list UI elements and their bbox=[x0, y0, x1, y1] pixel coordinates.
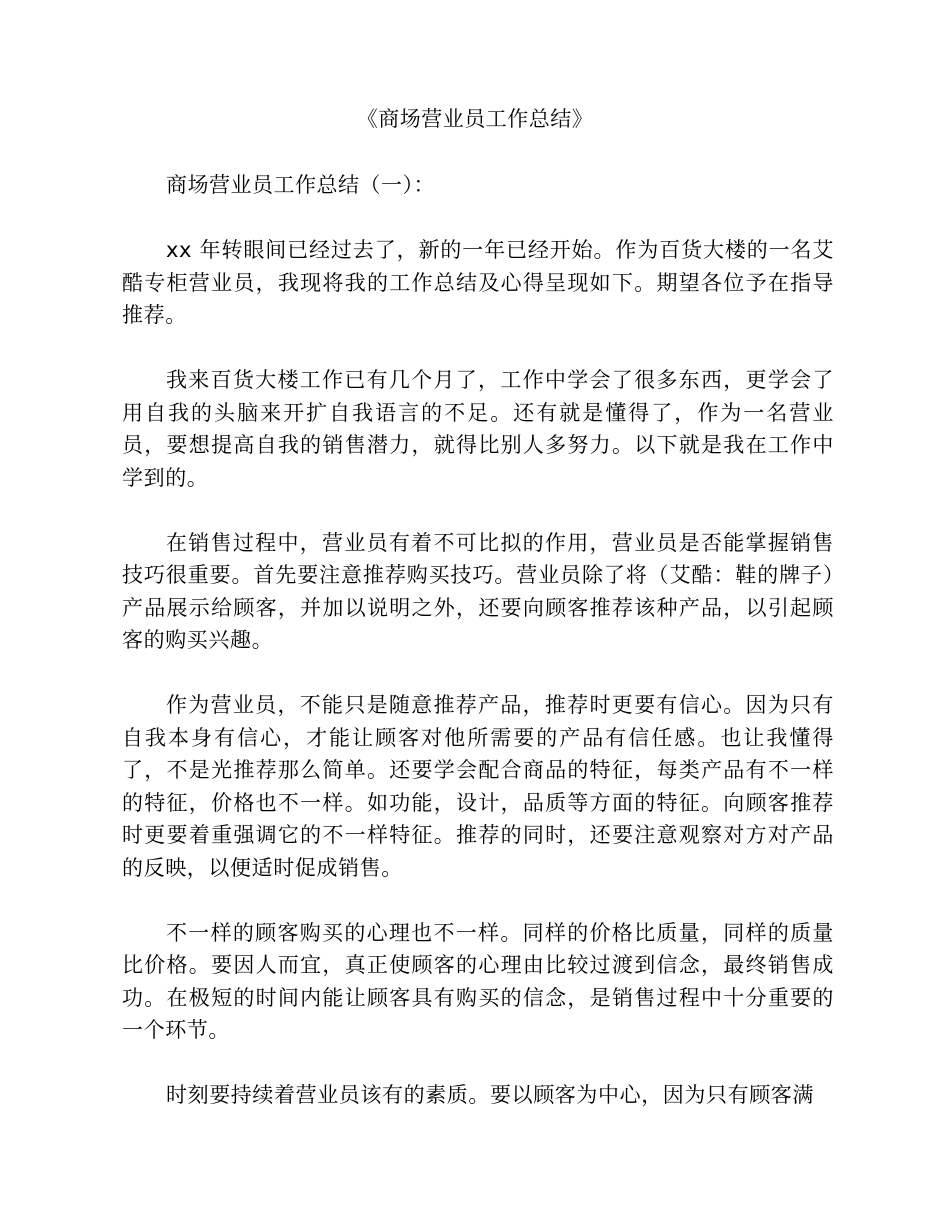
document-body bbox=[122, 234, 834, 1144]
document-title: 《商场营业员工作总结》 bbox=[356, 107, 594, 131]
paragraph-1: xx 年转眼间已经过去了，新的一年已经开始。作为百货大楼的一名艾酷专柜营业员，我现将我的工作总结及心得呈现如下。期望各位予在指导推荐。 bbox=[122, 238, 834, 327]
paragraph-3: 在销售过程中，营业员有着不可比拟的作用，营业员是否能掌握销售技巧很重要。首先要注意推荐购买技巧。营业员除了将（艾酷：鞋的牌子）产品展示给顾客，并加以说明之外，还要向顾客推荐该种产品，以引起顾客的购买兴趣。 bbox=[122, 530, 834, 652]
paragraph-5: 不一样的顾客购买的心理也不一样。同样的价格比质量，同样的质量比价格。要因人而宜，真正使顾客的心理由比较过渡到信念，最终销售成功。在极短的时间内能让顾客具有购买的信念，是销售过程中十分重要的一个环节。 bbox=[122, 920, 834, 1042]
paragraph-6: 时刻要持续着营业员该有的素质。要以顾客为中心，因为只有顾客满 bbox=[166, 1083, 814, 1107]
section-heading: 商场营业员工作总结（一）： bbox=[166, 173, 435, 197]
paragraph-2: 我来百货大楼工作已有几个月了，工作中学会了很多东西，更学会了用自我的头脑来开扩自我语言的不足。还有就是懂得了，作为一名营业员，要想提高自我的销售潜力，就得比别人多努力。以下就是我在工作中学到的。 bbox=[122, 368, 834, 490]
paragraph-4: 作为营业员，不能只是随意推荐产品，推荐时更要有信心。因为只有自我本身有信心，才能让顾客对他所需要的产品有信任感。也让我懂得了，不是光推荐那么简单。还要学会配合商品的特征，每类产品有不一样的特征，价格也不一样。如功能，设计，品质等方面的特征。向顾客推荐时更要着重强调它的不一样特征。推荐的同时，还要注意观察对方对产品的反映，以便适时促成销售。 bbox=[122, 693, 834, 880]
